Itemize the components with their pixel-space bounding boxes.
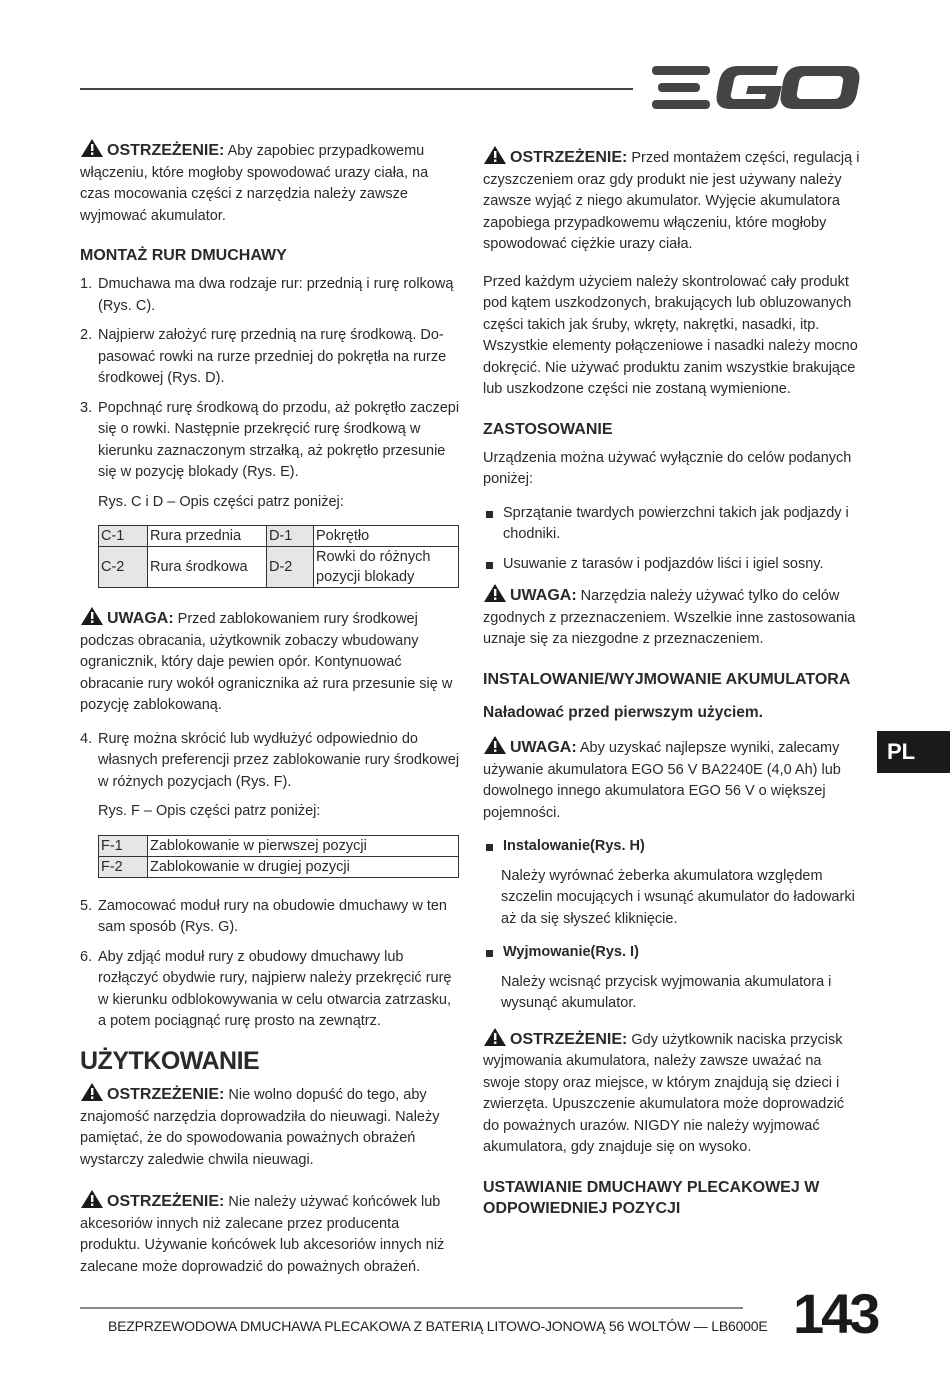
language-tab: PL — [877, 731, 950, 773]
inspection-paragraph: Przed każdym użyciem należy skontrolować cały produkt pod kątem uszkodzonych, brakujących lub obluzowanych części takich jak śruby, wkręty, nakrętki, nasadki, itp. Wszystkie elementy połączeniowe i nasadki należy mocno dokręcić. Nie używać produktu zanim wszystkie brakujące lub uszkodzone części nie zostaną wymienione. — [483, 273, 858, 397]
steps-list — [80, 729, 462, 794]
warning-block: OSTRZEŻENIE: Nie wolno dopuść do tego, aby znajomość narzędzia doprowadziła do nieuwagi. Należy pamiętać, że do spowodowania poważnych obrażeń wystarczy zaledwie chwila nieuwagi. — [80, 1082, 462, 1171]
heading-battery-install-remove: INSTALOWANIE/WYJMOWANIE AKUMULATORA — [483, 670, 851, 688]
table-row: C-2 Rura środkowa D-2 Rowki do różnych pozycji blokady — [99, 547, 459, 588]
footer-rule — [80, 1307, 743, 1309]
warning-triangle-icon — [80, 606, 104, 626]
parts-table-c-d — [98, 525, 459, 588]
warning-block: OSTRZEŻENIE: Aby zapobiec przypadkowemu włączeniu, które mogłoby spowodować urazy ciała, na czas mocowania części z narzędzia należy zawsze wyjmować akumulator. — [80, 138, 462, 227]
steps-list — [80, 274, 462, 484]
intended-use-list — [483, 503, 861, 576]
charge-before-use: Naładować przed pierwszym użyciem. — [483, 703, 763, 721]
list-item: 1. Dmuchawa ma dwa rodzaje rur: przednią i rurę rolkową (Rys. C). — [80, 276, 454, 314]
list-item: Wyjmowanie(Rys. I) — [483, 942, 861, 964]
list-item: 6. Aby zdjąć moduł rury z obudowy dmuchawy lub rozłączyć obydwie rury, najpierw należy przekręcić rurę w kierunku odblokowywania w celu otwarcia zatrzasku, a potem pociągnąć rurę prosto na zewnątrz. — [80, 948, 452, 1029]
install-text: Należy wyrównać żeberka akumulatora względem szczelin mocujących i wsunąć akumulator do ładowarki aż da się słyszeć kliknięcie. — [501, 867, 855, 927]
list-item: Sprzątanie twardych powierzchni takich jak podjazdy i chodniki. — [483, 503, 861, 546]
list-item: 4. Rurę można skrócić lub wydłużyć odpowiednio do własnych preferencji przez zablokowanie rury środkowej w różnych pozycjach (Rys. F). — [80, 730, 460, 790]
warning-triangle-icon — [483, 1027, 507, 1047]
warning-triangle-icon — [483, 145, 507, 165]
steps-list — [80, 896, 462, 1033]
left-column — [80, 138, 462, 1290]
page-number: 143 — [793, 1282, 878, 1345]
footer-title: BEZPRZEWODOWA DMUCHAWA PLECAKOWA Z BATERIĄ LITOWO-JONOWĄ 56 WOLTÓW — LB6000E — [108, 1318, 768, 1334]
battery-procedure-list — [483, 836, 861, 858]
warning-triangle-icon — [483, 735, 507, 755]
heading-blower-tube-assembly: MONTAŻ RUR DMUCHAWY — [80, 247, 287, 264]
warning-triangle-icon — [80, 1082, 104, 1102]
ego-logo — [650, 62, 862, 114]
warning-triangle-icon — [80, 138, 104, 158]
header-rule — [80, 88, 633, 90]
heading-blower-positioning: USTAWIANIE DMUCHAWY PLECAKOWEJ W ODPOWIEDNIEJ POZYCJI — [483, 1178, 820, 1217]
list-item: Instalowanie(Rys. H) — [483, 836, 861, 858]
table-row: F-2 Zablokowanie w drugiej pozycji — [99, 856, 459, 877]
heading-intended-use: ZASTOSOWANIE — [483, 420, 613, 438]
table-caption: Rys. C i D – Opis części patrz poniżej: — [98, 493, 344, 510]
right-column — [483, 145, 861, 1227]
warning-triangle-icon — [483, 583, 507, 603]
battery-procedure-list — [483, 942, 861, 964]
warning-block: OSTRZEŻENIE: Przed montażem części, regulacją i czyszczeniem oraz gdy produkt nie jest używany należy zawsze wyjąć z niego akumulator. Wyjęcie akumulatora zapobiega przypadkowemu włączeniu, które mogłoby spowodować ciężkie urazy ciała. — [483, 145, 861, 256]
section-title-operation: UŻYTKOWANIE — [80, 1046, 260, 1075]
warning-block: OSTRZEŻENIE: Nie należy używać końcówek lub akcesoriów innych niż zalecane przez producenta produktu. Używanie końcówek lub akcesoriów innych niż zalecane może doprowadzić do poważnych obrażeń. — [80, 1189, 462, 1278]
table-caption: Rys. F – Opis części patrz poniżej: — [98, 803, 321, 819]
warning-block: UWAGA: Narzędzia należy używać tylko do celów zgodnych z przeznaczeniem. Wszelkie inne zastosowania uznaje się za niezgodne z przeznaczeniem. — [483, 583, 861, 651]
warning-triangle-icon — [80, 1189, 104, 1209]
table-row: C-1 Rura przednia D-1 Pokrętło — [99, 526, 459, 547]
warning-block: UWAGA: Aby uzyskać najlepsze wyniki, zalecamy używanie akumulatora EGO 56 V BA2240E (4,0 Ah) lub dowolnego innego akumulatora EGO 56 V o większej pojemności. — [483, 735, 861, 824]
list-item: 3. Popchnąć rurę środkową do przodu, aż pokrętło zaczepi się o rowki. Następnie przekręcić rurę środkową w kierunku zaznaczonym strzałką, aż pokrętło przesunie się w pozycję blokady (Rys. E). — [80, 399, 460, 480]
warning-block: OSTRZEŻENIE: Gdy użytkownik naciska przycisk wyjmowania akumulatora, należy zawsze uważać na swoje stopy oraz miejsce, w którym znajdują się dzieci i zwierzęta. Upuszczenie akumulatora może doprowadzić do poważnych urazów. NIGDY nie należy wyjmować akumulatora, gdy znajduje się on wysoko. — [483, 1027, 861, 1159]
parts-table-f — [98, 835, 459, 878]
list-item: Usuwanie z tarasów i podjazdów liści i igiel sosny. — [483, 554, 861, 576]
warning-block: UWAGA: Przed zablokowaniem rury środkowej podczas obracania, użytkownik zobaczy wbudowany ogranicznik, który daje pewien opór. Kontynuować obracanie rury wokół ogranicznika aż rura przesunie się w pozycję zablokowaną. — [80, 606, 462, 717]
list-item: 2. Najpierw założyć rurę przednią na rurę środkową. Dopasować rowki na rurze przedniej do pokrętła na rurze środkowej (Rys. D). — [80, 327, 447, 386]
intended-use-paragraph: Urządzenia można używać wyłącznie do celów podanych poniżej: — [483, 449, 852, 487]
list-item: 5. Zamocować moduł rury na obudowie dmuchawy w ten sam sposób (Rys. G). — [80, 897, 447, 935]
table-row: F-1 Zablokowanie w pierwszej pozycji — [99, 835, 459, 856]
remove-text: Należy wcisnąć przycisk wyjmowania akumulatora i wysunąć akumulator. — [501, 973, 832, 1011]
